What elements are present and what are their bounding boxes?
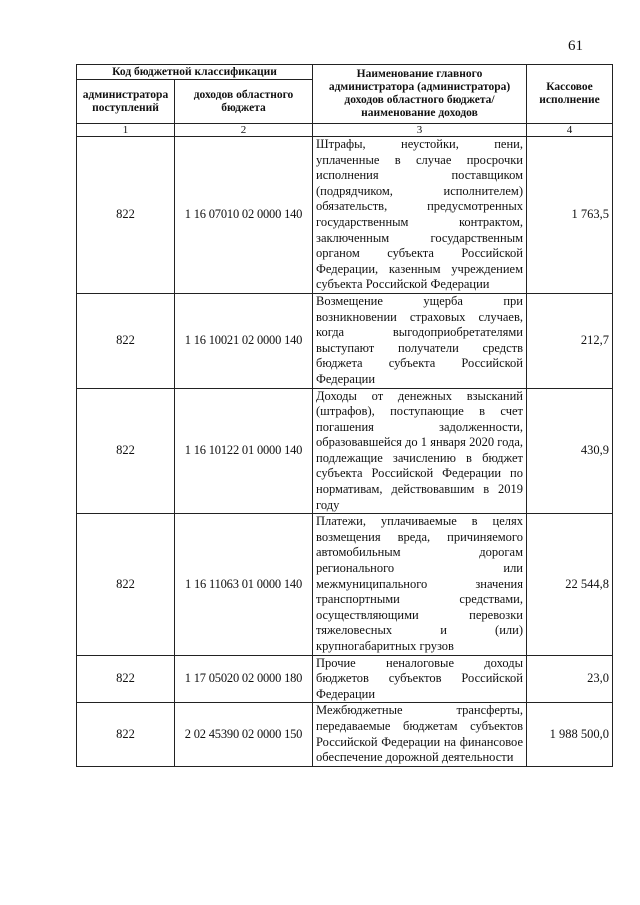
income-code: 1 16 10021 02 0000 140 bbox=[175, 293, 313, 388]
administrator-code: 822 bbox=[77, 703, 175, 766]
cash-execution-amount: 1 988 500,0 bbox=[527, 703, 613, 766]
header-administrator-code: администратора поступлений bbox=[77, 80, 175, 124]
table-row bbox=[77, 293, 613, 388]
administrator-code: 822 bbox=[77, 388, 175, 514]
revenue-name: Штрафы, неустойки, пени, уплаченные в случае просрочки исполнения поставщиком (подрядчиком, исполнителем) обязательств, предусмотренных государственным контрактом, заключенным государственным органом субъекта Российской Федерации, казенным учреждением субъекта Российской Федерации bbox=[313, 137, 527, 294]
table-row bbox=[77, 388, 613, 514]
revenue-name: Межбюджетные трансферты, передаваемые бюджетам субъектов Российской Федерации на финансовое обеспечение дорожной деятельности bbox=[313, 703, 527, 766]
administrator-code: 822 bbox=[77, 137, 175, 294]
cash-execution-amount: 23,0 bbox=[527, 655, 613, 703]
column-number-4: 4 bbox=[527, 124, 613, 137]
revenue-name: Прочие неналоговые доходы бюджетов субъектов Российской Федерации bbox=[313, 655, 527, 703]
budget-revenue-table bbox=[76, 64, 613, 767]
income-code: 1 17 05020 02 0000 180 bbox=[175, 655, 313, 703]
header-cash-execution: Кассовое исполнение bbox=[527, 65, 613, 124]
header-budget-classification-code: Код бюджетной классификации bbox=[77, 65, 313, 80]
page-number: 61 bbox=[568, 38, 583, 54]
administrator-code: 822 bbox=[77, 293, 175, 388]
table-row bbox=[77, 655, 613, 703]
revenue-name: Возмещение ущерба при возникновении страховых случаев, когда выгодоприобретателями выступают получатели средств бюджета субъекта Российской Федерации bbox=[313, 293, 527, 388]
table-row bbox=[77, 514, 613, 655]
table-row bbox=[77, 137, 613, 294]
revenue-name: Доходы от денежных взысканий (штрафов), поступающие в счет погашения задолженности, образовавшейся до 1 января 2020 года, подлежащие зачислению в бюджет субъекта Российской Федерации по нормативам, действовавшим в 2019 году bbox=[313, 388, 527, 514]
column-number-2: 2 bbox=[175, 124, 313, 137]
column-number-3: 3 bbox=[313, 124, 527, 137]
column-number-1: 1 bbox=[77, 124, 175, 137]
header-income-code: доходов областного бюджета bbox=[175, 80, 313, 124]
cash-execution-amount: 22 544,8 bbox=[527, 514, 613, 655]
income-code: 1 16 10122 01 0000 140 bbox=[175, 388, 313, 514]
cash-execution-amount: 430,9 bbox=[527, 388, 613, 514]
revenue-name: Платежи, уплачиваемые в целях возмещения вреда, причиняемого автомобильным дорогам регионального или межмуниципального значения транспортными средствами, осуществляющими перевозки тяжеловесных и (или) крупногабаритных грузов bbox=[313, 514, 527, 655]
header-revenue-name: Наименование главного администратора (администратора) доходов областного бюджета/ наименование доходов bbox=[313, 65, 527, 124]
cash-execution-amount: 1 763,5 bbox=[527, 137, 613, 294]
income-code: 1 16 11063 01 0000 140 bbox=[175, 514, 313, 655]
income-code: 1 16 07010 02 0000 140 bbox=[175, 137, 313, 294]
income-code: 2 02 45390 02 0000 150 bbox=[175, 703, 313, 766]
cash-execution-amount: 212,7 bbox=[527, 293, 613, 388]
table-row bbox=[77, 703, 613, 766]
administrator-code: 822 bbox=[77, 514, 175, 655]
administrator-code: 822 bbox=[77, 655, 175, 703]
